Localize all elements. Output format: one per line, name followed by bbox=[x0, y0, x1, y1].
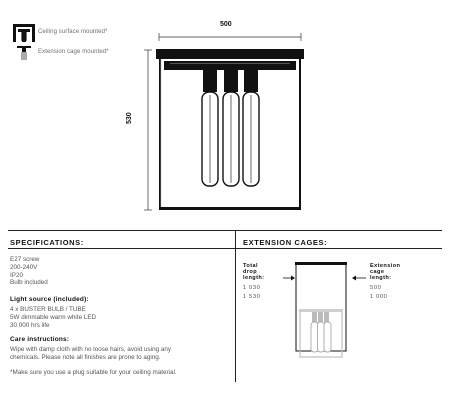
legend-extension-label: Extension cage mounted* bbox=[38, 49, 109, 55]
extension-length-values bbox=[370, 284, 388, 302]
extension-length-label-line: Extension bbox=[370, 263, 401, 269]
light-source-line: 30 000 hrs life bbox=[10, 321, 50, 329]
total-drop-value: 1 530 bbox=[243, 294, 261, 300]
mounting-track bbox=[164, 61, 296, 70]
arrow-right-icon bbox=[283, 276, 295, 281]
spec-lines bbox=[10, 256, 48, 287]
light-source-lines bbox=[10, 306, 96, 329]
total-drop-value: 1 030 bbox=[243, 285, 261, 291]
legend-item-ceiling bbox=[13, 24, 143, 42]
spec-line: IP20 bbox=[10, 271, 23, 279]
width-dimension-label: 500 bbox=[220, 21, 232, 28]
tube-left bbox=[202, 92, 218, 186]
care-lines bbox=[10, 346, 171, 362]
socket-middle bbox=[224, 70, 238, 92]
total-drop-values bbox=[243, 284, 261, 302]
total-drop-label-line: Total bbox=[243, 263, 258, 269]
fixture-drawing bbox=[140, 25, 320, 220]
footnote: *Make sure you use a plug suitable for your ceiling material. bbox=[10, 369, 177, 376]
extension-length-value: 1 000 bbox=[370, 294, 388, 300]
spec-line: Bulb included bbox=[10, 279, 48, 287]
socket-right bbox=[244, 70, 258, 92]
ext-heading-rule bbox=[236, 248, 442, 249]
care-heading: Care instructions: bbox=[10, 336, 70, 343]
legend-item-extension bbox=[13, 44, 143, 62]
spec-line: 200-240V bbox=[10, 263, 38, 271]
light-source-heading: Light source (included): bbox=[10, 296, 89, 303]
extension-cage-icon bbox=[13, 44, 35, 67]
extension-length-value: 500 bbox=[370, 285, 382, 291]
extension-length-label-line: length: bbox=[370, 275, 392, 282]
care-line: Wipe with damp cloth with no loose hairs, avoid using any bbox=[10, 346, 172, 353]
light-source-line: 5W dimmable warm white LED bbox=[10, 313, 97, 321]
extension-cage-drawing bbox=[283, 257, 368, 360]
extension-length-label-line: cage bbox=[370, 269, 385, 276]
height-dimension-label: 530 bbox=[126, 112, 133, 124]
arrow-left-icon bbox=[352, 276, 366, 281]
total-drop-label-line: drop bbox=[243, 269, 258, 276]
spec-heading-rule bbox=[8, 248, 235, 249]
section-divider bbox=[235, 231, 236, 382]
socket-left bbox=[203, 70, 217, 92]
care-line: chemicals. Please note all finishes are prone to aging. bbox=[10, 353, 161, 361]
total-drop-label bbox=[243, 263, 264, 282]
light-source-line: 4 x BUSTER BULB / TUBE bbox=[10, 306, 86, 313]
tube-middle bbox=[223, 92, 239, 186]
specifications-heading: SPECIFICATIONS: bbox=[10, 238, 84, 247]
legend-ceiling-label: Ceiling surface mounted* bbox=[38, 29, 108, 35]
total-drop-label-line: length: bbox=[243, 275, 265, 282]
tube-right bbox=[243, 92, 259, 186]
extension-cages-heading: EXTENSION CAGES: bbox=[243, 238, 328, 247]
section-top-rule bbox=[8, 230, 442, 231]
spec-line: E27 screw bbox=[10, 256, 40, 263]
extension-length-label bbox=[370, 263, 400, 282]
